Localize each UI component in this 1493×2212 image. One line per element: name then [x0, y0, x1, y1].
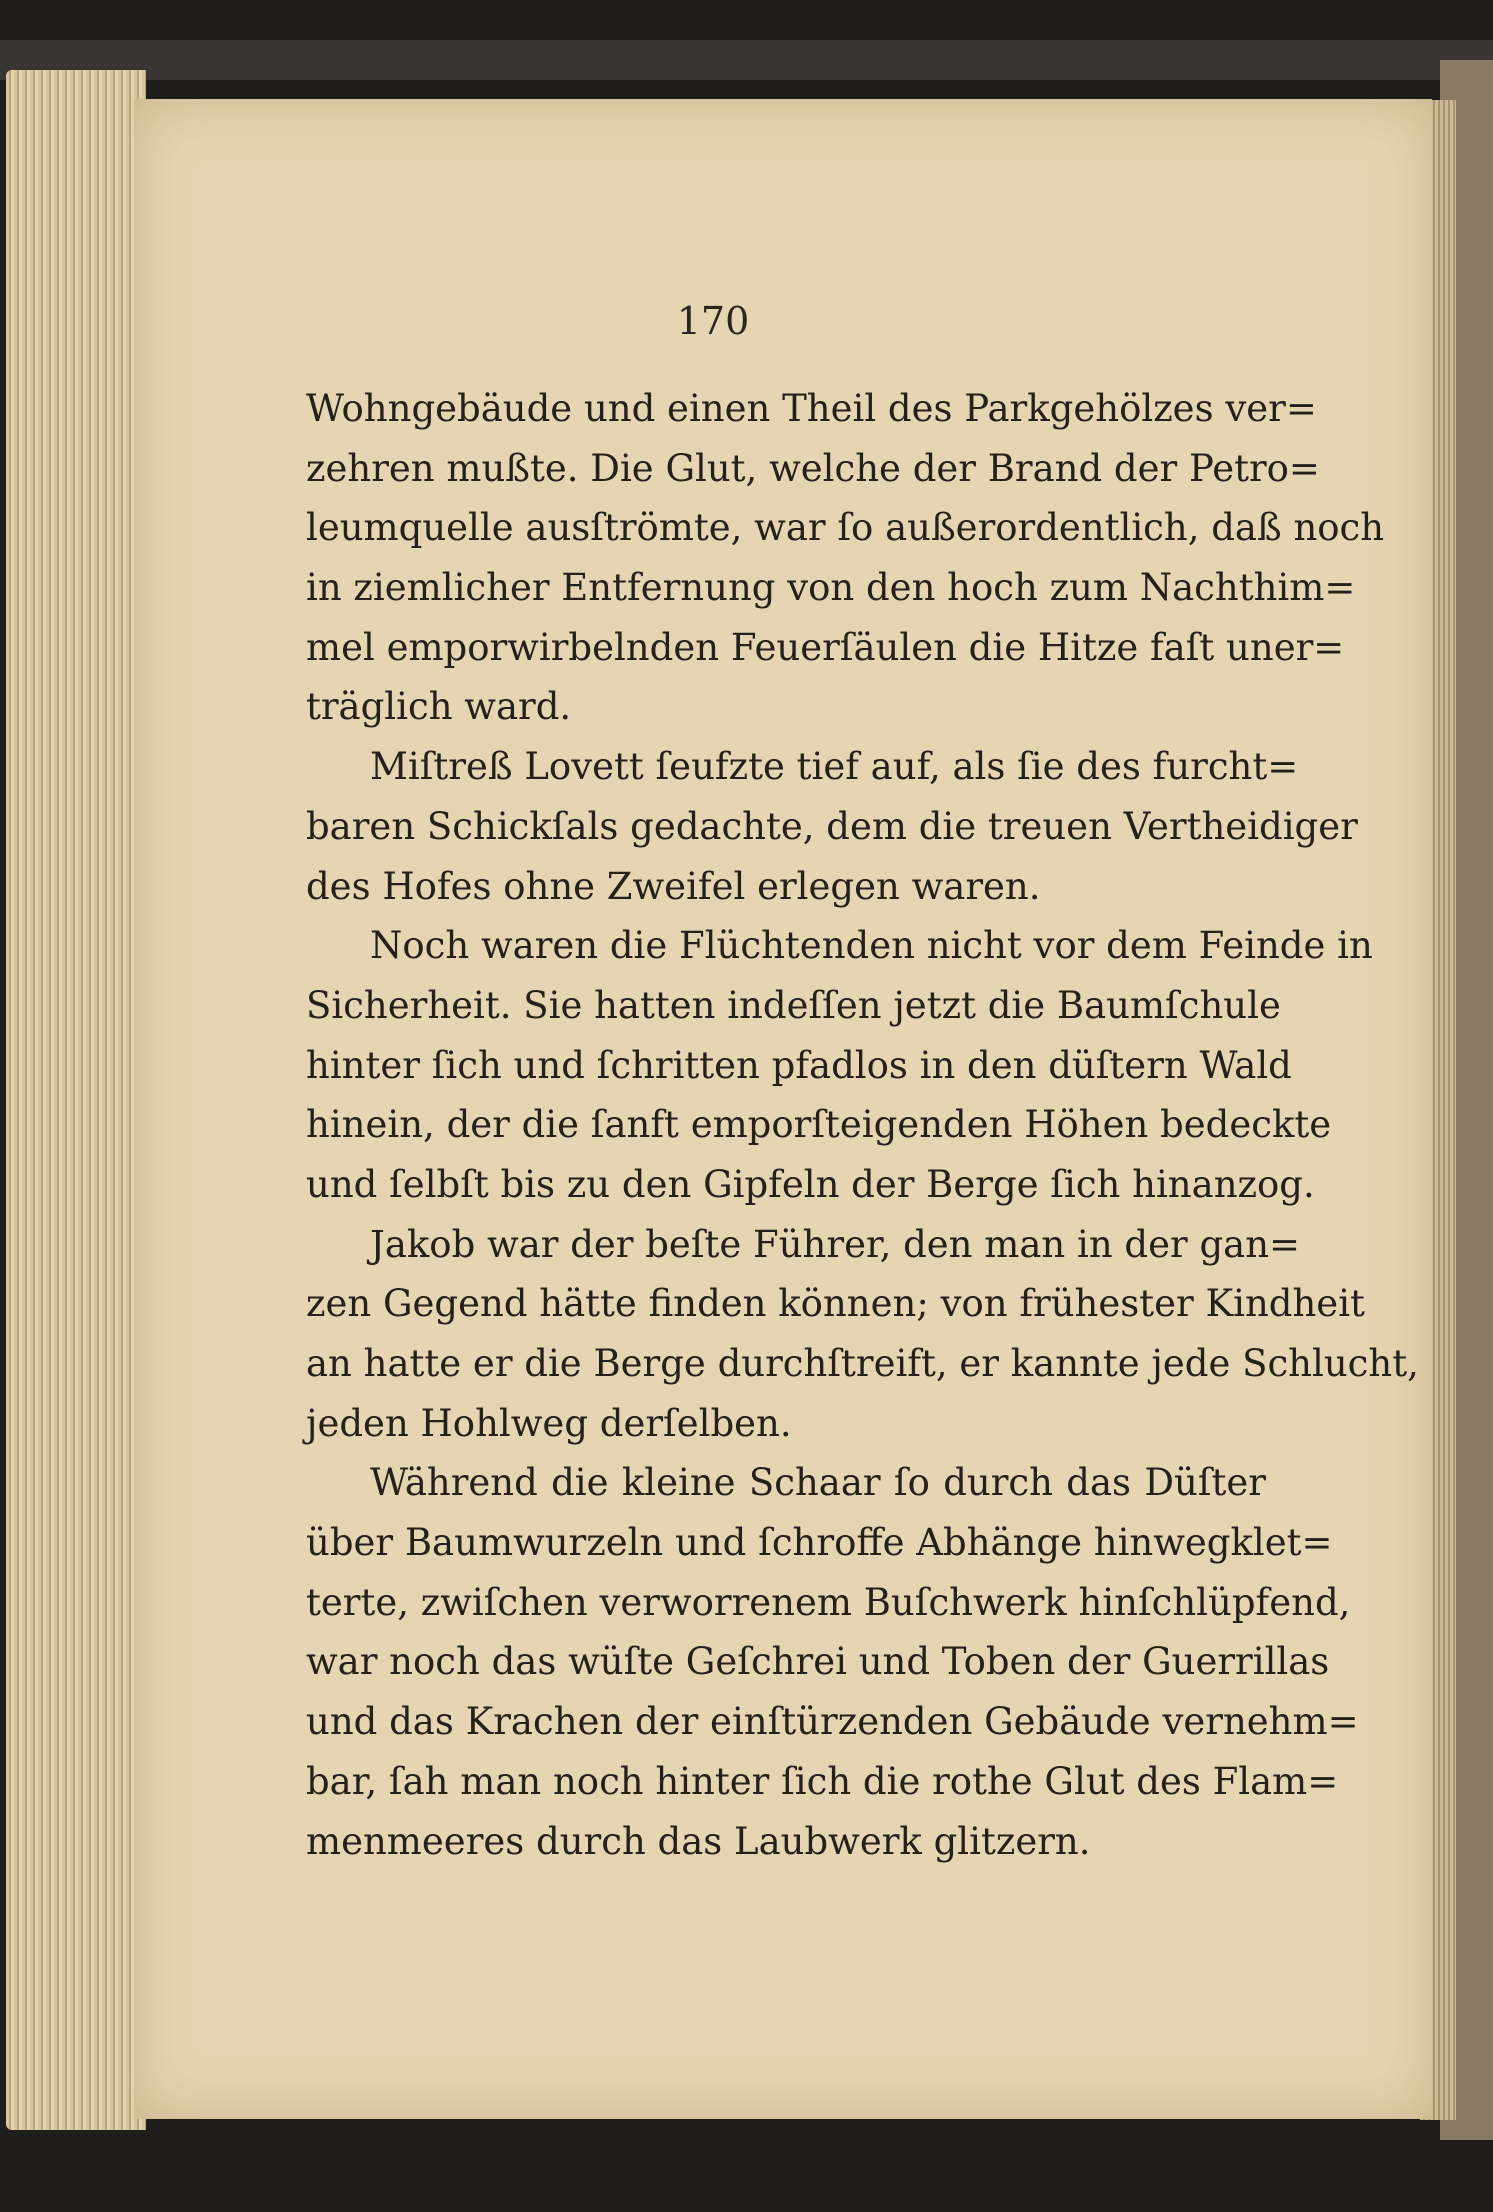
text-line: Miſtreß Lovett ſeufzte tief auf, als ſie des furcht= [370, 745, 1299, 789]
text-line: Noch waren die Flüchtenden nicht vor dem Feinde in [370, 924, 1373, 968]
text-line: träglich ward. [306, 685, 572, 729]
text-line: menmeeres durch das Laubwerk glitzern. [306, 1819, 1091, 1863]
text-line: Wohngebäude und einen Theil des Parkgehölzes ver= [306, 387, 1317, 430]
text-line: zehren mußte. Die Glut, welche der Brand der Petro= [306, 446, 1320, 490]
text-line: bar, ſah man noch hinter ſich die rothe Glut des Flam= [306, 1759, 1339, 1803]
page-edges-left [6, 70, 146, 2130]
text-line: baren Schickſals gedachte, dem die treuen Vertheidiger [306, 804, 1358, 848]
text-line: hinein, der die ſanft emporſteigenden Höhen bedeckte [306, 1103, 1332, 1147]
text-line: an hatte er die Berge durchſtreift, er kannte jede Schlucht, [306, 1342, 1419, 1385]
book-page [134, 99, 1432, 2119]
text-line: des Hofes ohne Zweifel erlegen waren. [306, 864, 1041, 908]
text-line: terte, zwiſchen verworrenem Buſchwerk hinſchlüpfend, [306, 1580, 1351, 1624]
text-line: war noch das wüſte Geſchrei und Toben der Guerrillas [306, 1640, 1330, 1684]
text-line: und ſelbſt bis zu den Gipfeln der Berge ſich hinanzog. [306, 1162, 1315, 1206]
text-line: leumquelle ausſtrömte, war ſo außerordentlich, daß noch [306, 506, 1385, 550]
text-line: zen Gegend hätte finden können; von frühester Kindheit [306, 1282, 1365, 1326]
text-line: über Baumwurzeln und ſchroffe Abhänge hinwegklet= [306, 1521, 1333, 1565]
text-line: in ziemlicher Entfernung von den hoch zum Nachthim= [306, 566, 1356, 610]
text-line: hinter ſich und ſchritten pfadlos in den düſtern Wald [306, 1043, 1292, 1087]
text-line: jeden Hohlweg derſelben. [306, 1401, 792, 1445]
text-line: mel emporwirbelnden Feuerſäulen die Hitze faſt uner= [306, 625, 1345, 669]
book-cover-top [0, 40, 1493, 80]
body-text [306, 379, 1419, 1871]
page-number: 170 [676, 299, 750, 343]
text-line: und das Krachen der einſtürzenden Gebäude vernehm= [306, 1700, 1359, 1744]
text-line: Sicherheit. Sie hatten indeſſen jetzt die Baumſchule [306, 983, 1281, 1027]
text-line: Während die kleine Schaar ſo durch das Düſter [370, 1461, 1266, 1505]
text-line: Jakob war der beſte Führer, den man in der gan= [370, 1222, 1301, 1266]
